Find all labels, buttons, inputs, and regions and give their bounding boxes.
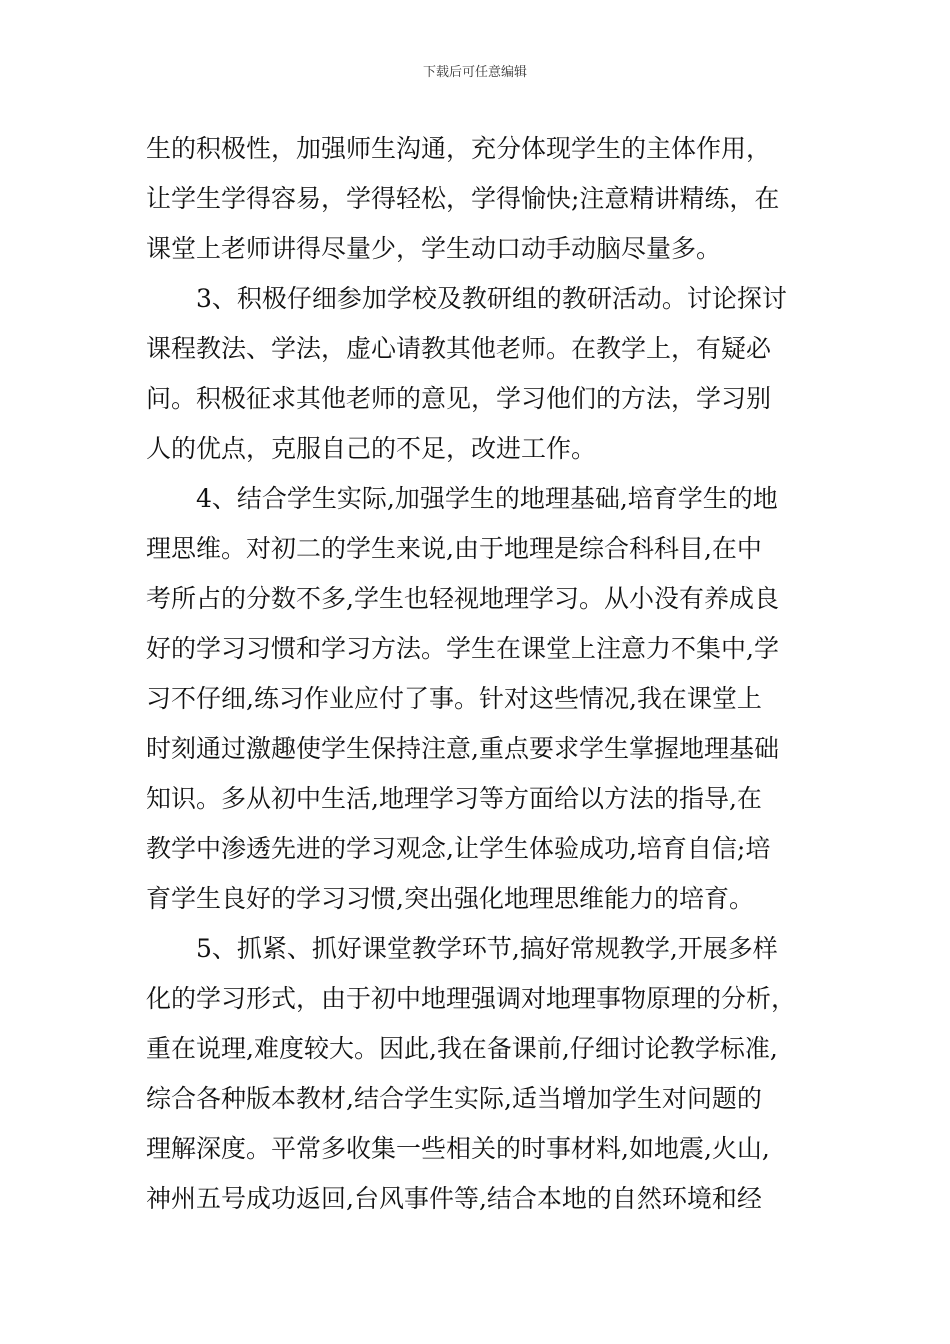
text-line: 时刻通过激趣使学生保持注意,重点要求学生掌握地理基础 — [146, 734, 779, 763]
text-line: 让学生学得容易，学得轻松，学得愉快;注意精讲精练，在 — [146, 184, 780, 213]
text-line: 考所占的分数不多,学生也轻视地理学习。从小没有养成良 — [146, 584, 779, 613]
text-line: 好的学习习惯和学习方法。学生在课堂上注意力不集中,学 — [146, 634, 779, 663]
text-line: 人的优点，克服自己的不足，改进工作。 — [146, 434, 597, 463]
text-line: 理思维。对初二的学生来说,由于地理是综合科科目,在中 — [146, 534, 762, 563]
paragraph-start-line: 5、抓紧、抓好课堂教学环节,搞好常规教学,开展多样 — [196, 934, 778, 963]
paragraph-start-line: 4、结合学生实际,加强学生的地理基础,培育学生的地 — [196, 484, 778, 513]
text-line: 知识。多从初中生活,地理学习等方面给以方法的指导,在 — [146, 784, 762, 813]
text-line: 综合各种版本教材,结合学生实际,适当增加学生对问题的 — [146, 1084, 762, 1113]
text-line: 课程教法、学法，虚心请教其他老师。在教学上，有疑必 — [146, 334, 772, 363]
text-line: 理解深度。平常多收集一些相关的时事材料,如地震,火山, — [146, 1134, 770, 1163]
text-line: 育学生良好的学习习惯,突出强化地理思维能力的培育。 — [146, 884, 754, 913]
text-line: 神州五号成功返回,台风事件等,结合本地的自然环境和经 — [146, 1184, 762, 1213]
text-line: 化的学习形式，由于初中地理强调对地理事物原理的分析， — [146, 984, 797, 1013]
text-line: 问。积极征求其他老师的意见，学习他们的方法，学习别 — [146, 384, 772, 413]
text-line: 课堂上老师讲得尽量少，学生动口动手动脑尽量多。 — [146, 234, 722, 263]
paragraph-start-line: 3、积极仔细参加学校及教研组的教研活动。讨论探讨 — [196, 284, 787, 313]
text-line: 生的积极性，加强师生沟通，充分体现学生的主体作用， — [146, 134, 772, 163]
text-line: 重在说理,难度较大。因此,我在备课前,仔细讨论教学标准, — [146, 1034, 778, 1063]
document-body — [146, 124, 808, 1224]
text-line: 习不仔细,练习作业应付了事。针对这些情况,我在课堂上 — [146, 684, 762, 713]
page-header: 下载后可任意编辑 — [422, 65, 527, 80]
text-line: 教学中渗透先进的学习观念,让学生体验成功,培育自信;培 — [146, 834, 771, 863]
